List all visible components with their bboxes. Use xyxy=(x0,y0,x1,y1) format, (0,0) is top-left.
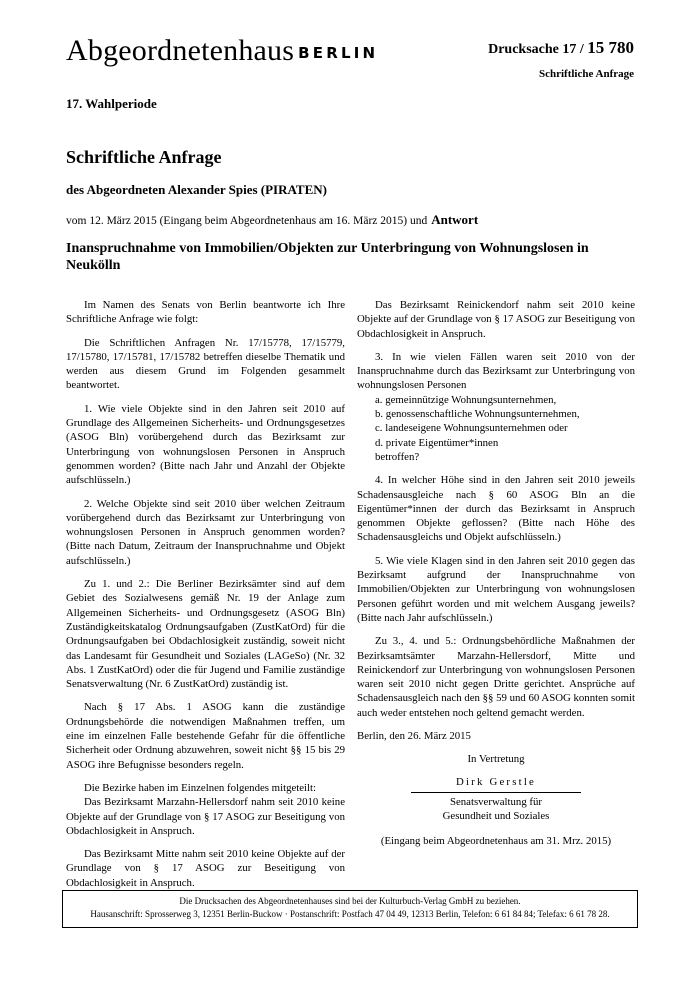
right-column xyxy=(357,298,635,848)
question-3-list xyxy=(357,393,635,464)
signer-name: Dirk Gerstle xyxy=(455,775,537,788)
answer-label: Antwort xyxy=(431,212,479,227)
signer-org-2: Gesundheit und Soziales xyxy=(442,810,550,823)
list-item: a. gemeinnützige Wohnungsunternehmen, xyxy=(375,393,557,406)
answer-3-4-5: Zu 3., 4. und 5.: Ordnungsbehördliche Maßnahmen der Bezirksamtsämter Marzahn-Hellersdorf, Mitte und Reinickendorf zur Unterbringung von wohnungslosen Personen waren seit 2010 nicht gegen Dritte gerichtet. Ansprüche auf Schadensausgleich nach den §§ 59 und 60 ASOG konnten somit auch weder entstehen noch geltend gemacht werden. xyxy=(357,635,635,719)
wahlperiode: 17. Wahlperiode xyxy=(66,96,157,111)
question-4: 4. In welcher Höhe sind in den Jahren seit 2010 jeweils Schadensausgleiche nach § 60 ASOG Bln an die Eigentümer*innen der durch das Bezirksamt in Anspruch genommen Objekte geflossen? (Bitte nach Höhe des Schadensausgleichs und Objekt aufschlüsseln.) xyxy=(357,474,635,544)
logo-main: Abgeordnetenhaus xyxy=(66,34,295,67)
footer-line-1: Die Drucksachen des Abgeordnetenhauses sind bei der Kulturbuch-Verlag GmbH zu beziehen. xyxy=(179,896,521,906)
doc-type: Schriftliche Anfrage xyxy=(538,68,634,80)
date-line xyxy=(66,212,478,228)
left-column xyxy=(66,298,345,899)
list-item: c. landeseigene Wohnungsunternehmen oder xyxy=(375,422,568,435)
signature-rule xyxy=(411,792,581,793)
paragraph: Die Bezirke haben im Einzelnen folgendes mitgeteilt: xyxy=(84,781,317,794)
paragraph: Das Bezirksamt Mitte nahm seit 2010 keine Objekte auf der Grundlage von § 17 ASOG zur Beseitigung von Obdachlosigkeit in Anspruch. xyxy=(66,848,345,889)
list-item: d. private Eigentümer*innen xyxy=(375,436,499,449)
subject: Inanspruchnahme von Immobilien/Objekten zur Unterbringung von Wohnungslosen in Neukölln xyxy=(66,241,589,273)
page-title: Schriftliche Anfrage xyxy=(66,147,222,167)
paragraph: Nach § 17 Abs. 1 ASOG kann die zuständige Ordnungsbehörde die notwendigen Maßnahmen treffen, um eine im einzelnen Falle bestehende Gefahr für die öffentliche Sicherheit oder Ordnung abzuwehren, soweit nicht §§ 15 bis 29 ASOG ihre Befugnisse besonders regeln. xyxy=(66,701,345,771)
footer xyxy=(62,890,638,928)
answer-1-2: Zu 1. und 2.: Die Berliner Bezirksämter sind auf dem Gebiet des Sozialwesens gemäß Nr. 19 der Anlage zum Allgemeinen Sicherheits- und Ordnungsgesetz (ASOG Bln) Zuständigkeitskatalog Ordnungsaufgaben (ZustKatOrd) für die Ordnungsaufgaben bei Obdachlosigkeit zuständig, soweit nicht das Landesamt für Gesundheit und Soziales (LAGeSo) (Nr. 32 Abs. 1 ZustKatOrd) oder die für Jugend und Familie zuständige Senatsverwaltung (Nr. 6 ZustKatOrd) zuständig ist. xyxy=(66,578,345,691)
drucksache-value: 15 780 xyxy=(587,38,634,57)
receipt-note: (Eingang beim Abgeordnetenhaus am 31. Mrz. 2015) xyxy=(380,834,612,847)
question-3: 3. In wie vielen Fällen waren seit 2010 von der Inanspruchnahme durch das Bezirksamt zur Unterbringung von wohnungslosen Personen xyxy=(357,350,635,392)
author-line: des Abgeordneten Alexander Spies (PIRATEN) xyxy=(66,182,327,197)
date-text: vom 12. März 2015 (Eingang beim Abgeordnetenhaus am 16. März 2015) und xyxy=(66,215,428,227)
place-date: Berlin, den 26. März 2015 xyxy=(357,730,471,743)
paragraph: Das Bezirksamt Reinickendorf nahm seit 2010 keine Objekte auf der Grundlage von § 17 ASOG zur Beseitigung von Obdachlosigkeit in Anspruch. xyxy=(357,299,635,340)
drucksache-number xyxy=(488,38,634,58)
signer-org-1: Senatsverwaltung für xyxy=(449,795,543,808)
paragraph: Das Bezirksamt Marzahn-Hellersdorf nahm seit 2010 keine Objekte auf der Grundlage von § 17 ASOG zur Beseitigung von Obdachlosigkeit in Anspruch. xyxy=(66,796,345,837)
signature-block xyxy=(357,752,635,847)
question-2: 2. Welche Objekte sind seit 2010 über welchen Zeitraum vorübergehend durch das Bezirksamt zur Unterbringung von wohnungslosen Personen in Anspruch genommen worden? (Bitte nach Datum, Zeitraum der Inanspruchnahme und Objekt aufschlüsseln.) xyxy=(66,497,345,567)
drucksache-label: Drucksache 17 / xyxy=(488,42,584,57)
intro-paragraph: Im Namen des Senats von Berlin beantworte ich Ihre Schriftliche Anfrage wie folgt: xyxy=(66,299,345,326)
question-1: 1. Wie viele Objekte sind in den Jahren seit 2010 auf Grundlage des Allgemeinen Sicherheits- und Ordnungsgesetzes (ASOG Bln) vorübergehend durch das Bezirksamt zur Unterbringung von wohnungslosen Personen in Anspruch genommen worden? (Bitte nach Jahr und Anzahl der Objekte aufschlüsseln.) xyxy=(66,402,345,487)
in-vertretung: In Vertretung xyxy=(467,753,525,766)
list-item: betroffen? xyxy=(375,450,420,463)
logo-city: BERLIN xyxy=(298,44,379,62)
logo xyxy=(66,34,378,68)
question-5: 5. Wie viele Klagen sind in den Jahren seit 2010 gegen das Bezirksamt aufgrund der Inanspruchnahme von Immobilien/Objekten zur Unterbringung von wohnungslosen Personen geführt worden und mit welchem Ausgang jeweils? (Bitte nach Jahr aufschlüsseln.) xyxy=(357,554,635,624)
list-item: b. genossenschaftliche Wohnungsunternehmen, xyxy=(375,408,580,421)
paragraph: Die Schriftlichen Anfragen Nr. 17/15778, 17/15779, 17/15780, 17/15781, 17/15782 betreffen dieselbe Thematik und werden aus diesem Grund im Folgenden gesammelt beantwortet. xyxy=(66,336,345,392)
footer-line-2: Hausanschrift: Sprosserweg 3, 12351 Berlin-Buckow · Postanschrift: Postfach 47 04 49, 12313 Berlin, Telefon: 6 61 84 84; Telefax: 6 61 78 28. xyxy=(90,909,610,919)
